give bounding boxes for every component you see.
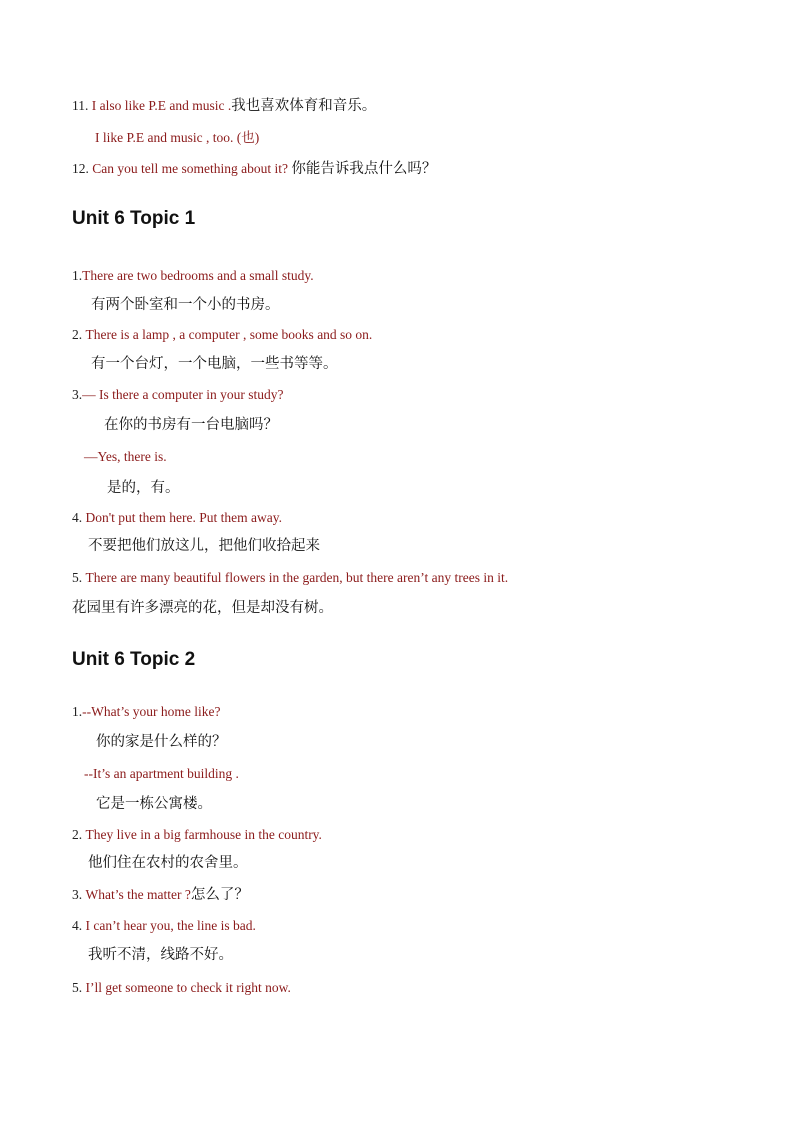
sentence-1 (72, 703, 220, 721)
chinese-translation: 有两个卧室和一个小的书房。 (91, 297, 280, 313)
sentence-3 (72, 386, 283, 404)
english-sentence: I like P.E and music , too. (也) (95, 130, 260, 145)
item-number: 2. (72, 327, 83, 342)
chinese-translation: 你能告诉我点什么吗？ (291, 161, 437, 177)
chinese-translation: 花园里有许多漂亮的花，但是却没有树。 (72, 600, 333, 616)
english-sentence: Don't put them here. Put them away. (85, 510, 283, 525)
item-number: 3. (72, 887, 83, 902)
item-number: 11. (72, 98, 89, 113)
item-number: 1. (72, 268, 83, 283)
sentence-3-reply (84, 448, 167, 466)
sentence-11-variant (95, 129, 259, 147)
english-sentence: There are two bedrooms and a small study. (82, 268, 314, 283)
english-sentence: --What’s your home like? (82, 704, 221, 719)
item-number: 4. (72, 918, 83, 933)
sentence-12 (72, 160, 436, 178)
sentence-5 (72, 979, 291, 997)
english-sentence: Can you tell me something about it? (92, 161, 288, 176)
chinese-translation: 他们住在农村的农舍里。 (88, 855, 248, 871)
sentence-11 (72, 97, 376, 115)
english-sentence: I’ll get someone to check it right now. (85, 980, 291, 995)
chinese-translation: 是的，有。 (107, 480, 180, 496)
chinese-translation: 在你的书房有一台电脑吗？ (104, 417, 278, 433)
english-sentence: They live in a big farmhouse in the country. (85, 827, 322, 842)
chinese-translation: 你的家是什么样的？ (96, 734, 227, 750)
section-heading-topic-2: Unit 6 Topic 2 (72, 649, 196, 670)
item-number: 5. (72, 980, 83, 995)
chinese-translation: 我听不清，线路不好。 (88, 947, 233, 963)
sentence-5 (72, 569, 508, 587)
english-sentence: — Is there a computer in your study? (82, 387, 284, 402)
section-heading-topic-1: Unit 6 Topic 1 (72, 208, 196, 229)
sentence-4 (72, 917, 256, 935)
chinese-translation: 怎么了？ (190, 887, 249, 903)
item-number: 4. (72, 510, 83, 525)
sentence-2 (72, 326, 372, 344)
sentence-3 (72, 886, 249, 904)
chinese-translation: 不要把他们放这儿，把他们收拾起来 (88, 538, 320, 554)
item-number: 5. (72, 570, 83, 585)
english-sentence: --It’s an apartment building . (84, 766, 239, 781)
chinese-translation: 我也喜欢体育和音乐。 (231, 98, 377, 114)
sentence-1 (72, 267, 314, 285)
english-sentence: I also like P.E and music . (91, 98, 232, 113)
item-number: 12. (72, 161, 89, 176)
english-sentence: There is a lamp , a computer , some books and so on. (85, 327, 373, 342)
sentence-1-reply (84, 765, 239, 783)
english-sentence: I can’t hear you, the line is bad. (85, 918, 256, 933)
english-sentence: There are many beautiful flowers in the garden, but there aren’t any trees in it. (85, 570, 509, 585)
chinese-translation: 有一个台灯，一个电脑，一些书等等。 (91, 356, 338, 372)
sentence-2 (72, 826, 322, 844)
sentence-4 (72, 509, 282, 527)
english-sentence: What’s the matter ? (85, 887, 191, 902)
item-number: 2. (72, 827, 83, 842)
chinese-translation: 它是一栋公寓楼。 (96, 796, 212, 812)
english-sentence: —Yes, there is. (84, 449, 167, 464)
item-number: 3. (72, 387, 83, 402)
item-number: 1. (72, 704, 83, 719)
